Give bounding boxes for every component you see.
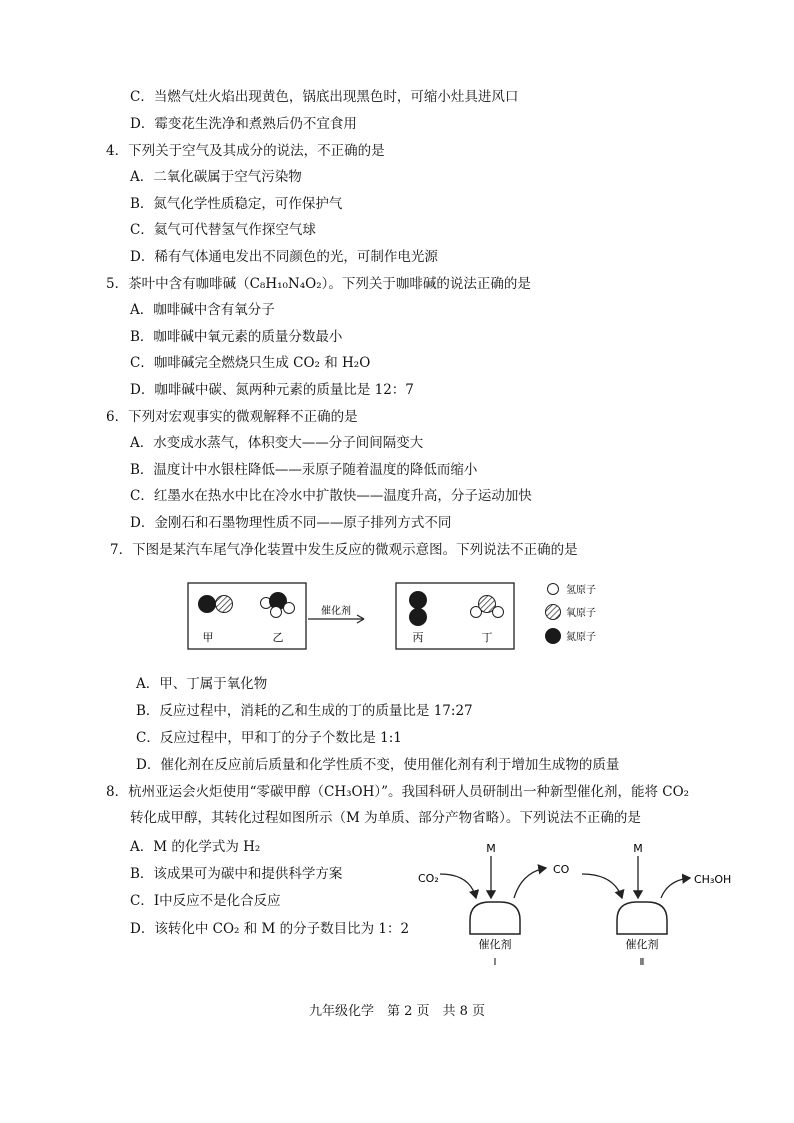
- catalyst-1-label: 催化剂: [478, 938, 512, 951]
- catalyst-2-label: 催化剂: [625, 938, 659, 951]
- nitrogen-atom: [409, 608, 427, 626]
- q4-stem: 4．下列关于空气及其成分的说法，不正确的是: [106, 143, 385, 159]
- ch3oh-label: CH₃OH: [694, 873, 732, 886]
- catalyst-2-shape: [617, 902, 667, 934]
- legend-oxygen-icon: [546, 605, 561, 620]
- legend-oxygen: 氧原子: [566, 608, 596, 619]
- q5-stem: 5．茶叶中含有咖啡碱（C₈H₁₀N₄O₂）。下列关于咖啡碱的说法正确的是: [106, 276, 531, 292]
- q6-option-c: C．红墨水在热水中比在冷水中扩散快——温度升高，分子运动加快: [130, 488, 532, 504]
- legend-nitrogen-icon: [545, 628, 561, 644]
- q8-stem-line1: 8．杭州亚运会火炬使用“零碳甲醇（CH₃OH）”。我国科研人员研制出一种新型催化剂，能将 CO₂: [106, 784, 690, 800]
- label-ding: 丁: [481, 631, 493, 644]
- legend-hydrogen-icon: [548, 584, 559, 595]
- q7-option-a: A．甲、丁属于氧化物: [136, 676, 268, 692]
- catalyst-1-number: Ⅰ: [493, 957, 497, 968]
- ch3oh-arrow: [661, 878, 690, 898]
- q8-option-c: C．Ⅰ中反应不是化合反应: [130, 893, 281, 909]
- q3-option-c: C．当燃气灶火焰出现黄色，锅底出现黑色时，可缩小灶具进风口: [130, 89, 519, 105]
- q7-option-b: B．反应过程中，消耗的乙和生成的丁的质量比是 17:27: [136, 703, 473, 719]
- q6-option-a: A．水变成水蒸气，体积变大——分子间间隔变大: [130, 435, 424, 451]
- q5-option-c: C．咖啡碱完全燃烧只生成 CO₂ 和 H₂O: [130, 355, 371, 371]
- q7-option-d: D．催化剂在反应前后质量和化学性质不变，使用催化剂有利于增加生成物的质量: [136, 757, 620, 773]
- label-bing: 丙: [412, 631, 424, 644]
- co-to-catalyst2-arrow: [582, 874, 622, 898]
- oxygen-atom: [216, 596, 233, 613]
- co-arrow: [514, 868, 546, 898]
- hydrogen-atom: [493, 607, 504, 618]
- q8-option-a: A．M 的化学式为 H₂: [130, 839, 261, 855]
- page-footer: 九年级化学 第 2 页 共 8 页: [308, 1004, 486, 1019]
- q4-option-c: C．氦气可代替氢气作探空气球: [130, 222, 316, 238]
- legend-hydrogen: 氢原子: [566, 585, 596, 596]
- legend-nitrogen: 氮原子: [566, 632, 596, 643]
- q3-option-d: D．霉变花生洗净和煮熟后仍不宜食用: [130, 116, 357, 132]
- q4-option-d: D．稀有气体通电发出不同颜色的光，可制作电光源: [130, 249, 438, 265]
- hydrogen-atom: [271, 607, 282, 618]
- q7-reaction-diagram: [180, 575, 620, 665]
- q6-option-b: B．温度计中水银柱降低——汞原子随着温度的降低而缩小: [130, 462, 478, 478]
- q8-stem-line2: 转化成甲醇，其转化过程如图所示（M 为单质、部分产物省略）。下列说法不正确的是: [130, 810, 641, 826]
- q5-option-a: A．咖啡碱中含有氧分子: [130, 302, 275, 318]
- q5-option-d: D．咖啡碱中碳、氮两种元素的质量比是 12：7: [130, 382, 414, 398]
- label-yi: 乙: [272, 631, 284, 644]
- nitrogen-atom: [409, 591, 427, 609]
- q4-option-a: A．二氧化碳属于空气污染物: [130, 169, 302, 185]
- catalyst-2-number: Ⅱ: [639, 957, 645, 968]
- catalyst-1-shape: [470, 902, 520, 934]
- q5-option-b: B．咖啡碱中氧元素的质量分数最小: [130, 329, 343, 345]
- label-jia: 甲: [202, 631, 214, 644]
- co2-label: CO₂: [418, 872, 439, 885]
- q8-conversion-diagram: [412, 838, 742, 973]
- q7-stem: 7．下图是某汽车尾气净化装置中发生反应的微观示意图。下列说法不正确的是: [110, 542, 578, 558]
- q6-option-d: D．金刚石和石墨物理性质不同——原子排列方式不同: [130, 515, 452, 531]
- m1-label: M: [486, 842, 496, 855]
- m2-label: M: [633, 842, 643, 855]
- arrow-catalyst-label: 催化剂: [321, 606, 351, 617]
- hydrogen-atom: [284, 603, 295, 614]
- q4-option-b: B．氮气化学性质稳定，可作保护气: [130, 196, 343, 212]
- q6-stem: 6．下列对宏观事实的微观解释不正确的是: [106, 409, 358, 425]
- co2-arrow: [440, 874, 476, 898]
- q8-option-d: D．该转化中 CO₂ 和 M 的分子数目比为 1：2: [130, 921, 410, 937]
- nitrogen-atom: [198, 595, 216, 613]
- co-label: CO: [553, 863, 570, 876]
- q8-option-b: B．该成果可为碳中和提供科学方案: [130, 866, 343, 882]
- q7-option-c: C．反应过程中，甲和丁的分子个数比是 1:1: [136, 730, 402, 746]
